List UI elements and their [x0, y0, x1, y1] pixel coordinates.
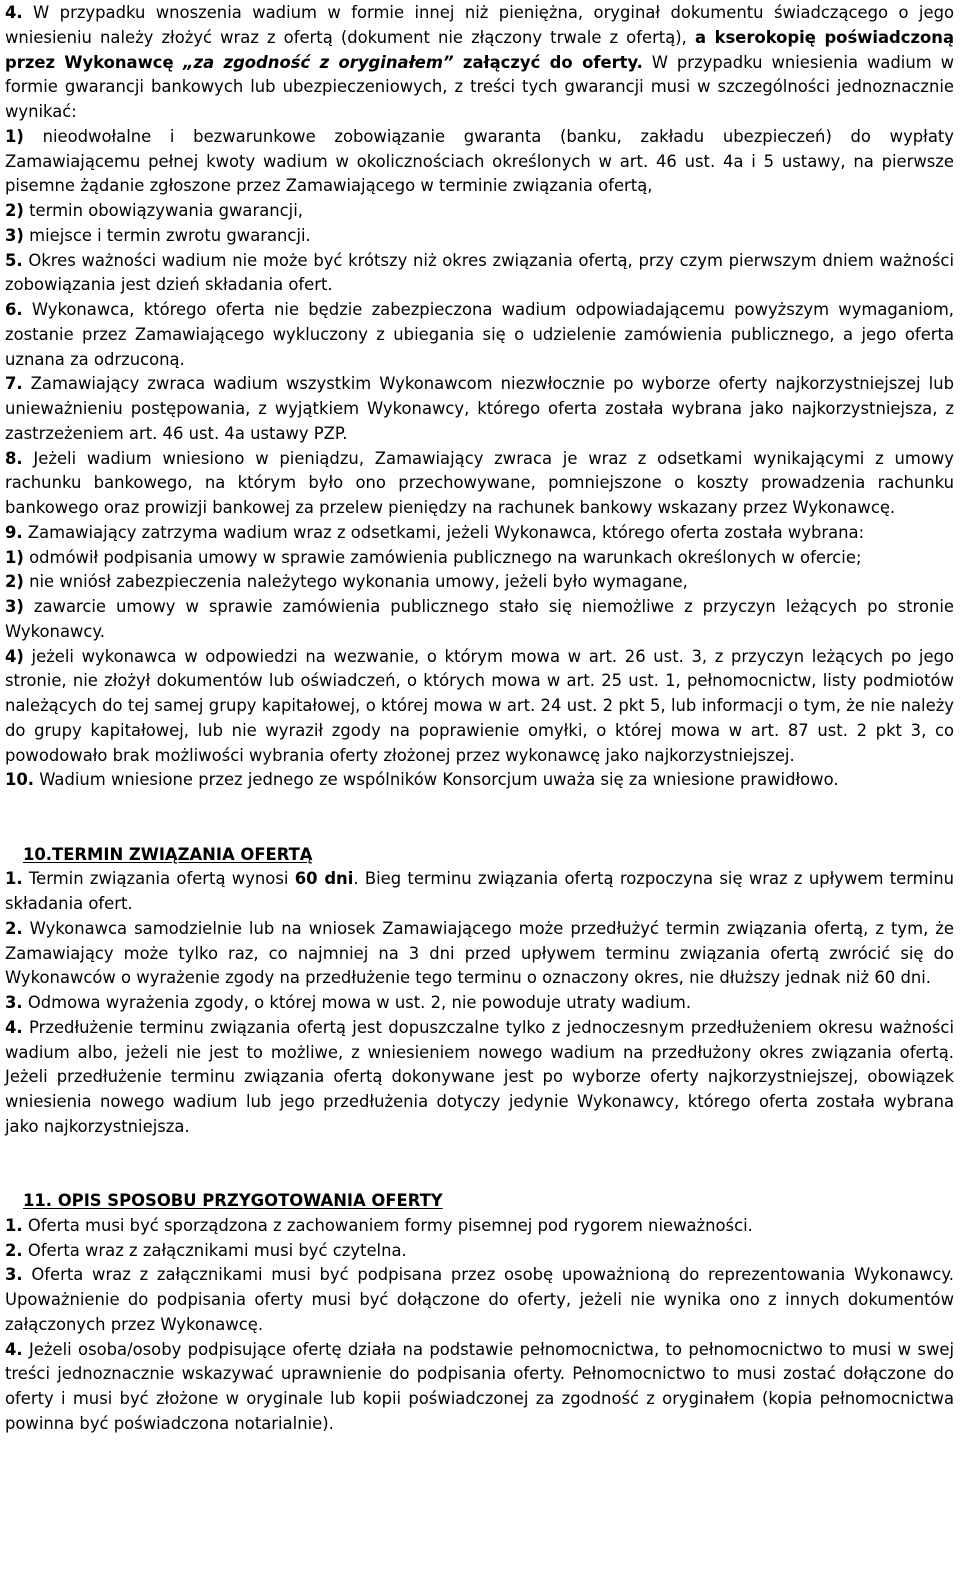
bold-italic-text: „za zgodność z oryginałem”	[182, 52, 454, 72]
item-number: 9.	[5, 522, 23, 542]
paragraph-wadium-6	[5, 298, 954, 372]
section-spacer	[5, 1140, 954, 1190]
paragraph-text: Zamawiający zatrzyma wadium wraz z odsetkami, jeżeli Wykonawca, którego oferta została wybrana:	[22, 522, 865, 542]
item-number: 4.	[5, 3, 23, 22]
list-item-zatrzymanie-2	[5, 570, 954, 595]
item-number: 10.	[5, 770, 35, 790]
item-text: nieodwołalne i bezwarunkowe zobowiązanie gwaranta (banku, zakładu ubezpieczeń) do wypłaty Zamawiającemu pełnej kwoty wadium w okolicznościach określonych w art. 46 ust. 4a i 5 ustawy, na pierwsze pisemne żądanie zgłoszone przez Zamawiającego w terminie związania ofertą,	[5, 126, 954, 196]
paragraph-text: Oferta wraz z załącznikami musi być czytelna.	[22, 1240, 407, 1260]
item-number: 2)	[5, 201, 24, 220]
list-item-gwarancja-1	[5, 125, 954, 199]
paragraph-termin-1	[5, 867, 954, 917]
paragraph-text: Wykonawca samodzielnie lub na wniosek Zamawiającego może przedłużyć termin związania ofertą, z tym, że Zamawiający może tylko raz, co najmniej na 3 dni przed upływem terminu związania ofertą zwrócić się do Wykonawców o wyrażenie zgody na przedłużenie tego terminu o oznaczony okres, nie dłuższy jednak niż 60 dni.	[5, 918, 954, 988]
item-number: 1.	[5, 1215, 23, 1235]
item-number: 1)	[5, 126, 24, 146]
item-number: 1)	[5, 547, 24, 567]
paragraph-opis-1	[5, 1214, 954, 1239]
paragraph-text: Jeżeli osoba/osoby podpisujące ofertę działa na podstawie pełnomocnictwa, to pełnomocnictwo to musi w swej treści jednoznacznie wskazywać uprawnienie do podpisania oferty. Pełnomocnictwo to musi zostać dołączone do oferty i musi być złożone w oryginale lub kopii poświadczonej za zgodność z oryginałem (kopia pełnomocnictwa powinna być poświadczona notarialnie).	[5, 1339, 954, 1433]
paragraph-wadium-5	[5, 249, 954, 299]
paragraph-text: W przypadku wnoszenia wadium w formie innej niż pieniężna, oryginał dokumentu świadczącego o jego wniesieniu należy złożyć wraz z ofertą (dokument nie złączony trwale z ofertą),	[5, 3, 954, 47]
item-number: 4)	[5, 646, 24, 666]
item-number: 4.	[5, 1017, 23, 1037]
item-number: 3.	[5, 993, 23, 1012]
item-number: 3)	[5, 225, 24, 245]
item-number: 2.	[5, 918, 23, 938]
bold-text: załączyć do oferty.	[453, 52, 643, 72]
bold-text: 60 dni	[294, 869, 354, 889]
paragraph-wadium-7	[5, 372, 954, 446]
paragraph-text: W przypadku wniesienia wadium w formie gwarancji bankowych lub ubezpieczeniowych, z treści tych gwarancji musi w szczególności jednoznacznie wynikać:	[5, 52, 954, 121]
paragraph-text: . Bieg terminu związania ofertą rozpoczyna się wraz z upływem terminu składania ofert.	[5, 869, 954, 913]
item-number: 2.	[5, 1240, 23, 1260]
item-number: 8.	[5, 448, 23, 468]
paragraph-opis-3	[5, 1263, 954, 1337]
item-number: 3)	[5, 597, 24, 616]
paragraph-text: Wykonawca, którego oferta nie będzie zabezpieczona wadium odpowiadającemu powyższym wymaganiom, zostanie przez Zamawiającego wykluczony z ubiegania się o udzielenie zamówienia publicznego, a jego oferta uznana za odrzuconą.	[5, 300, 954, 369]
section-heading-opis-sposobu: 11. OPIS SPOSOBU PRZYGOTOWANIA OFERTY	[23, 1191, 443, 1210]
paragraph-wadium-4	[5, 1, 954, 125]
item-text: termin obowiązywania gwarancji,	[23, 201, 303, 220]
paragraph-opis-4	[5, 1338, 954, 1437]
paragraph-text: Termin związania ofertą wynosi	[22, 869, 295, 889]
item-text: jeżeli wykonawca w odpowiedzi na wezwanie, o którym mowa w art. 26 ust. 3, z przyczyn leżących po jego stronie, nie złożył dokumentów lub oświadczeń, o których mowa w art. 25 ust. 1, pełnomocnictw, listy podmiotów należących do tej samej grupy kapitałowej, o której mowa w art. 24 ust. 2 pkt 5, lub informacji o tym, że nie należy do grupy kapitałowej, lub nie wyraził zgody na poprawienie omyłki, o której mowa w art. 87 ust. 2 pkt 3, co powodowało brak możliwości wybrania oferty złożonej przez wykonawcę jako najkorzystniejszej.	[5, 646, 954, 765]
item-number: 3.	[5, 1265, 23, 1285]
item-number: 2)	[5, 572, 24, 592]
paragraph-termin-2	[5, 917, 954, 991]
paragraph-text: Wadium wniesione przez jednego ze wspólników Konsorcjum uważa się za wniesione prawidłowo.	[34, 770, 839, 790]
paragraph-wadium-10	[5, 768, 954, 793]
item-text: zawarcie umowy w sprawie zamówienia publicznego stało się niemożliwe z przyczyn leżących po stronie Wykonawcy.	[5, 597, 954, 641]
paragraph-text: Oferta musi być sporządzona z zachowaniem formy pisemnej pod rygorem nieważności.	[22, 1215, 753, 1235]
paragraph-wadium-9	[5, 521, 954, 546]
paragraph-text: Oferta wraz z załącznikami musi być podpisana przez osobę upoważnioną do reprezentowania Wykonawcy. Upoważnienie do podpisania oferty musi być dołączone do oferty, jeżeli nie wynika ono z innych dokumentów załączonych przez Wykonawcę.	[5, 1265, 954, 1334]
paragraph-opis-2	[5, 1239, 954, 1264]
item-number: 1.	[5, 869, 23, 889]
item-text: miejsce i termin zwrotu gwarancji.	[23, 225, 311, 245]
paragraph-text: Przedłużenie terminu związania ofertą jest dopuszczalne tylko z jednoczesnym przedłużeniem okresu ważności wadium albo, jeżeli nie jest to możliwe, z wniesieniem nowego wadium na przedłużony okres związania ofertą. Jeżeli przedłużenie terminu związania ofertą dokonywane jest po wyborze oferty najkorzystniejszej, obowiązek wniesienia nowego wadium lub jego przedłużenia dotyczy jedynie Wykonawcy, którego oferta została wybrana jako najkorzystniejsza.	[5, 1017, 954, 1136]
item-number: 5.	[5, 250, 23, 270]
paragraph-text: Okres ważności wadium nie może być krótszy niż okres związania ofertą, przy czym pierwszym dniem ważności zobowiązania jest dzień składania ofert.	[5, 250, 954, 295]
item-number: 6.	[5, 300, 23, 319]
list-item-zatrzymanie-4	[5, 645, 954, 769]
paragraph-text: Jeżeli wadium wniesiono w pieniądzu, Zamawiający zwraca je wraz z odsetkami wynikającymi z umowy rachunku bankowego, na którym było ono przechowywane, pomniejszone o koszty prowadzenia rachunku bankowego oraz prowizji bankowej za przelew pieniędzy na rachunek bankowy wskazany przez Wykonawcę.	[5, 448, 954, 517]
list-item-zatrzymanie-1	[5, 546, 954, 571]
list-item-gwarancja-2	[5, 199, 954, 224]
bold-text: a kserokopię poświadczoną przez Wykonawcę	[5, 27, 955, 72]
section-heading-termin-zwiazania: 10.TERMIN ZWIĄZANIA OFERTĄ	[23, 844, 313, 864]
item-text: odmówił podpisania umowy w sprawie zamówienia publicznego na warunkach określonych w ofercie;	[23, 547, 862, 567]
section-spacer	[5, 793, 954, 843]
list-item-zatrzymanie-3	[5, 595, 954, 645]
item-text: nie wniósł zabezpieczenia należytego wykonania umowy, jeżeli było wymagane,	[23, 572, 688, 592]
list-item-gwarancja-3	[5, 224, 954, 249]
paragraph-termin-3	[5, 991, 954, 1016]
paragraph-termin-4	[5, 1016, 954, 1140]
paragraph-text: Zamawiający zwraca wadium wszystkim Wykonawcom niezwłocznie po wyborze oferty najkorzystniejszej lub unieważnieniu postępowania, z wyjątkiem Wykonawcy, którego oferta została wybrana jako najkorzystniejsza, z zastrzeżeniem art. 46 ust. 4a ustawy PZP.	[5, 374, 954, 443]
item-number: 4.	[5, 1339, 23, 1359]
item-number: 7.	[5, 374, 23, 394]
paragraph-text: Odmowa wyrażenia zgody, o której mowa w ust. 2, nie powoduje utraty wadium.	[22, 993, 692, 1012]
paragraph-wadium-8	[5, 447, 954, 521]
